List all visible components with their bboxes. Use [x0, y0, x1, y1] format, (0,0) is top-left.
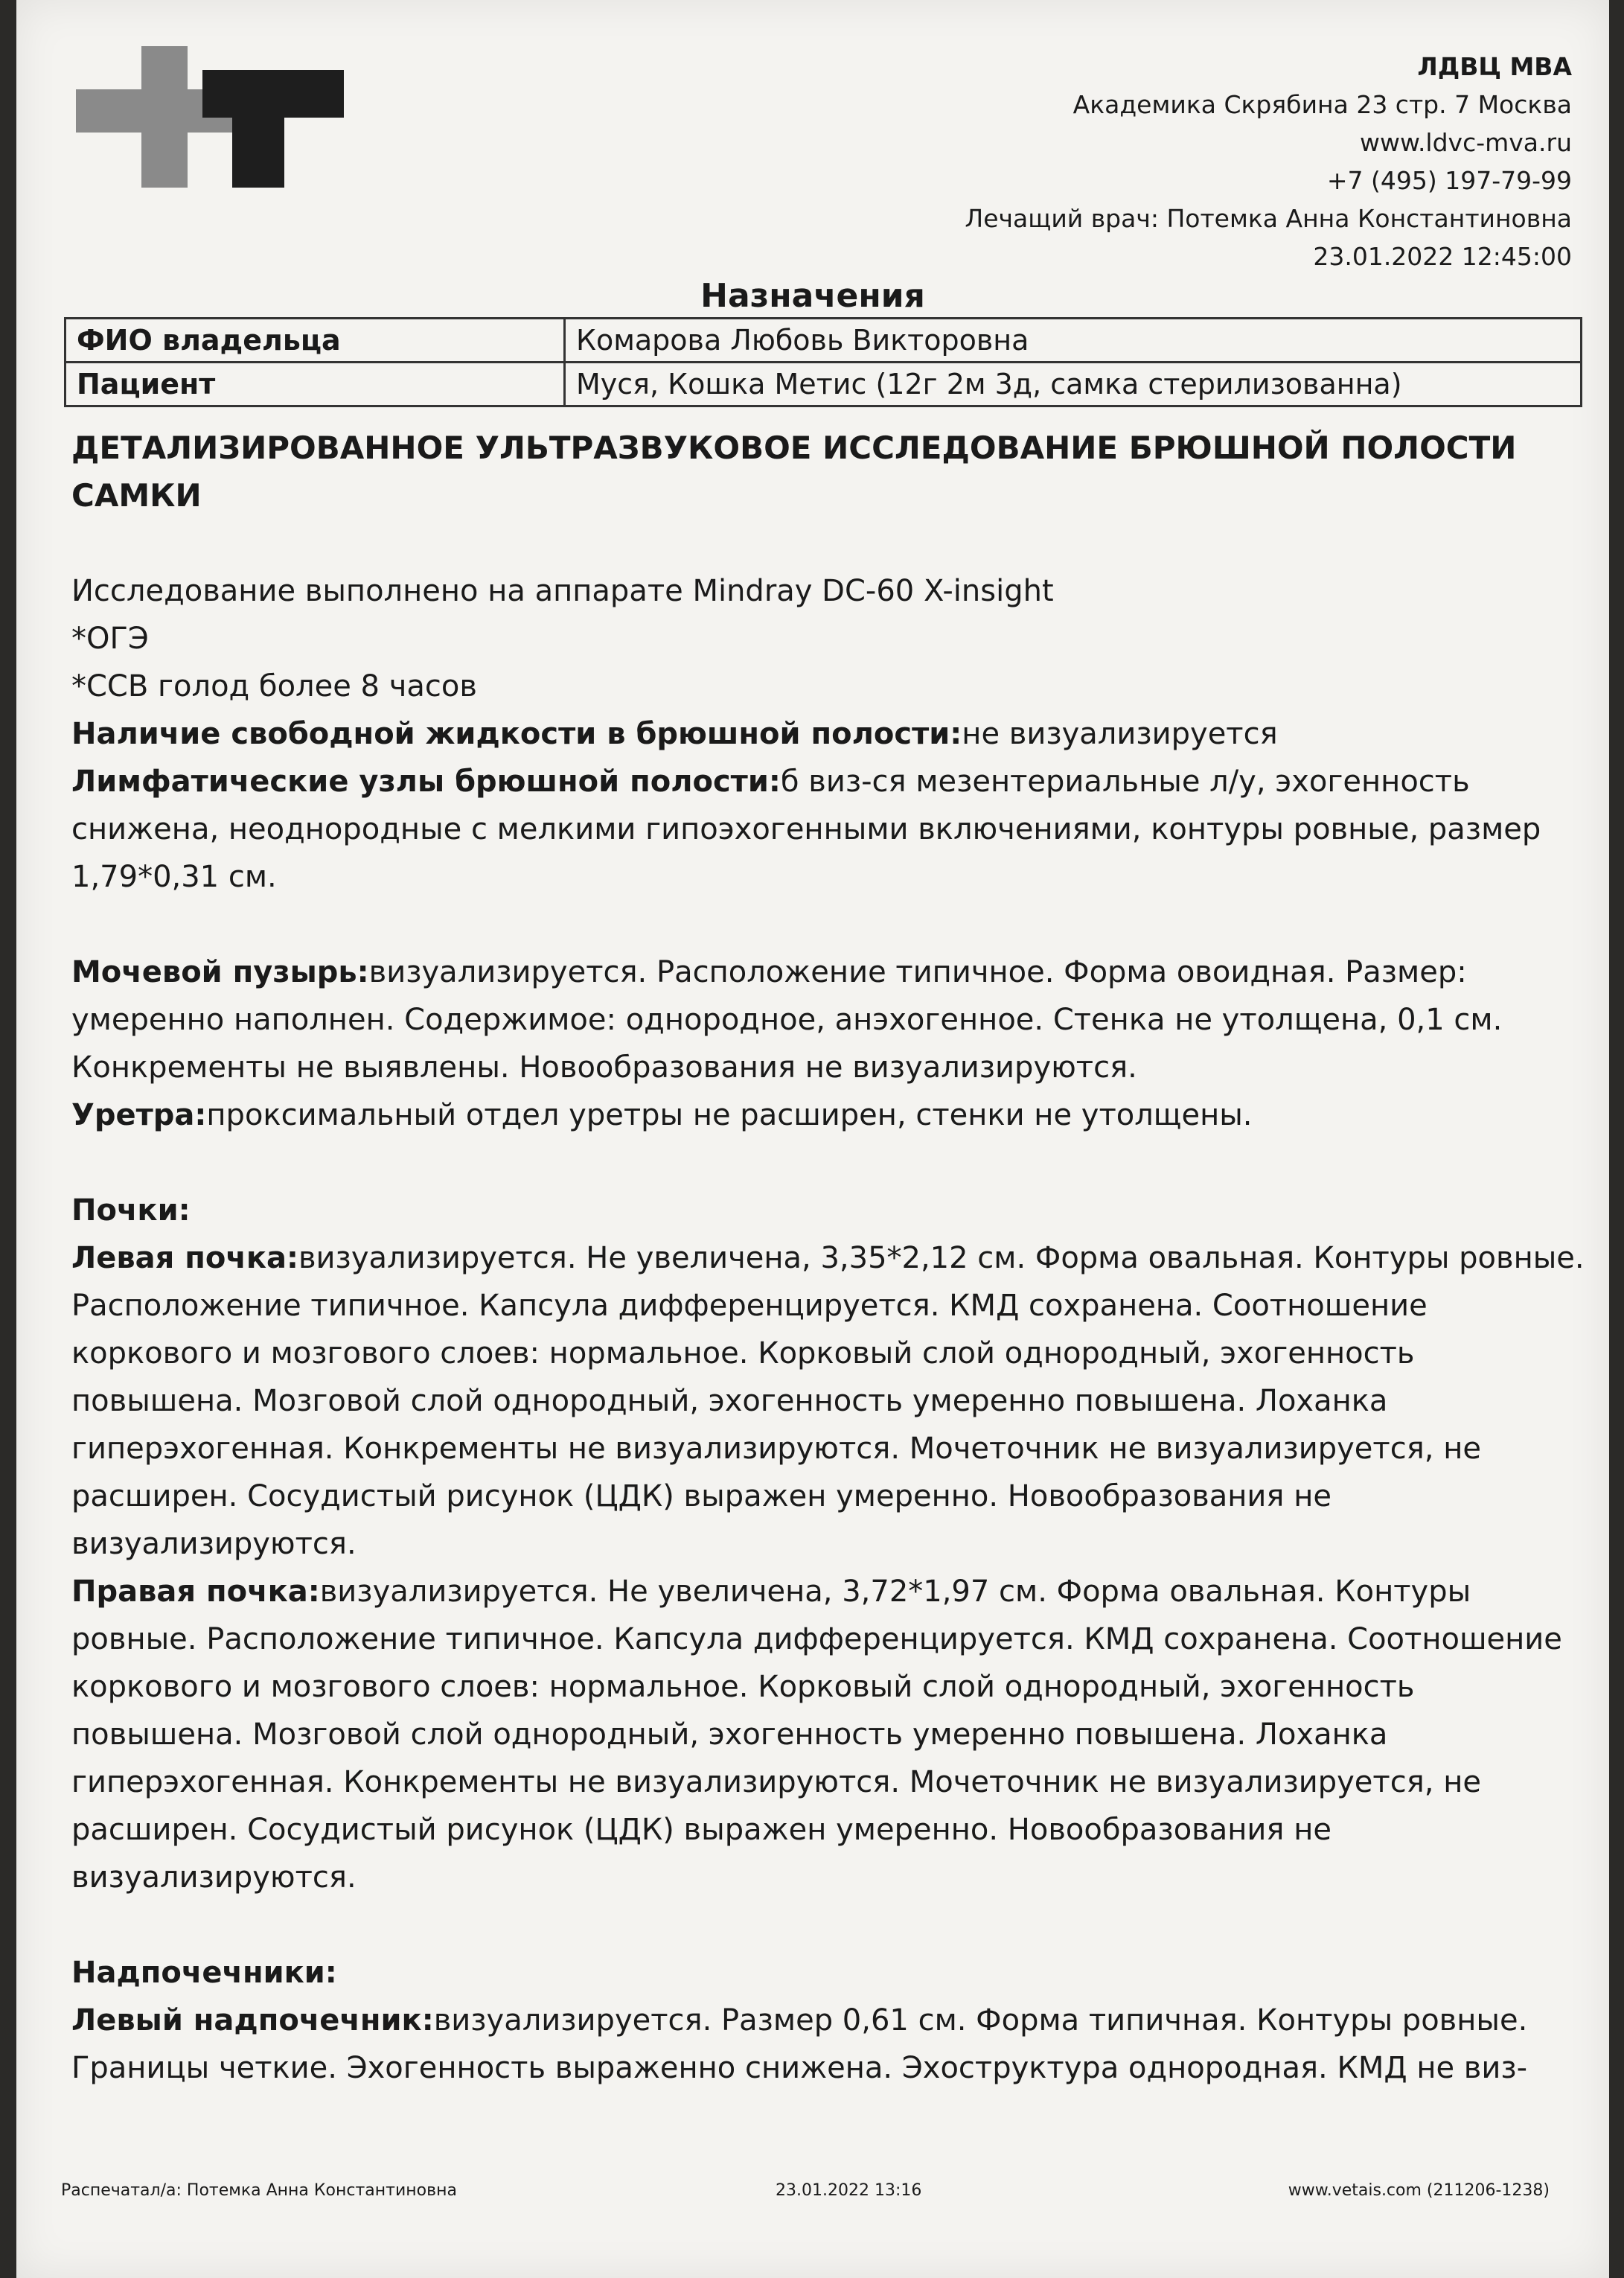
finding-text: визуализируется. Размер 0,61 см. Форма типичная. Контуры ровные. Границы четкие. Эхогенность выраженно снижена. Эхоструктура однородная. КМД не виз- — [71, 2003, 1528, 2085]
page-title: Назначения — [700, 277, 925, 315]
finding-label: Правая почка: — [71, 1574, 320, 1609]
clinic-name: ЛДВЦ МВА — [1417, 52, 1572, 81]
table-row — [65, 319, 1582, 363]
finding-label: Наличие свободной жидкости в брюшной полости: — [71, 717, 962, 751]
clinic-address: Академика Скрябина 23 стр. 7 Москва — [1072, 90, 1572, 119]
finding-text: проксимальный отдел уретры не расширен, стенки не утолщены. — [206, 1098, 1253, 1132]
printed-by: Распечатал/а: Потемка Анна Константиновна — [61, 2181, 457, 2200]
urethra-finding — [71, 1091, 1590, 1139]
report-body — [71, 424, 1590, 2092]
lymph-nodes-finding — [71, 758, 1590, 901]
device-line: Исследование выполнено на аппарате Mindray DC-60 X-insight — [71, 574, 1054, 608]
finding-text: визуализируется. Не увеличена, 3,72*1,97 см. Форма овальная. Контуры ровные. Расположение типичное. Капсула дифференцируется. КМД сохранена. Соотношение коркового и мозгового слоев: нормальное. Корковый слой однородный, эхогенность повышена. Мозговой слой однородный, эхогенность умеренно повышена. Лоханка гиперэхогенная. Конкременты не визуализируются. Мочеточник не визуализируется, не расширен. Сосудистый рисунок (ЦДК) выражен умеренно. Новообразования не визуализируются. — [71, 1574, 1562, 1895]
finding-text: б виз-ся мезентериальные л/у, эхогенность снижена, неоднородные с мелкими гипоэхогенными включениями, контуры ровные, размер 1,79*0,31 см. — [71, 765, 1541, 894]
document-datetime: 23.01.2022 12:45:00 — [1313, 242, 1572, 271]
left-kidney-finding — [71, 1234, 1590, 1568]
left-adrenal-finding — [71, 1997, 1590, 2092]
note-line: *ОГЭ — [71, 622, 149, 656]
table-row — [65, 363, 1582, 406]
kidneys-heading: Почки: — [71, 1193, 191, 1228]
print-datetime: 23.01.2022 13:16 — [776, 2181, 922, 2200]
patient-value: Муся, Кошка Метис (12г 2м 3д, самка стерилизованна) — [565, 363, 1582, 406]
note-line: *ССВ голод более 8 часов — [71, 669, 477, 704]
owner-label: ФИО владельца — [65, 319, 565, 363]
finding-text: не визуализируется — [962, 717, 1278, 751]
finding-label: Уретра: — [71, 1098, 207, 1132]
right-kidney-finding — [71, 1568, 1590, 1901]
patient-label: Пациент — [65, 363, 565, 406]
finding-label: Левый надпочечник: — [71, 2003, 434, 2038]
bladder-finding — [71, 948, 1590, 1091]
free-fluid-finding — [71, 710, 1590, 758]
owner-value: Комарова Любовь Викторовна — [565, 319, 1582, 363]
finding-label: Левая почка: — [71, 1241, 298, 1275]
source-link: www.vetais.com (211206-1238) — [1288, 2181, 1550, 2200]
clinic-header — [965, 48, 1572, 275]
clinic-logo — [76, 46, 344, 188]
procedure-title: ДЕТАЛИЗИРОВАННОЕ УЛЬТРАЗВУКОВОЕ ИССЛЕДОВАНИЕ БРЮШНОЙ ПОЛОСТИ САМКИ — [71, 430, 1517, 514]
patient-info-table — [64, 317, 1582, 407]
attending-doctor: Лечащий врач: Потемка Анна Константиновна — [965, 204, 1572, 233]
adrenals-heading: Надпочечники: — [71, 1956, 337, 1990]
clinic-phone: +7 (495) 197-79-99 — [1326, 166, 1572, 195]
finding-text: визуализируется. Расположение типичное. Форма овоидная. Размер: умеренно наполнен. Содержимое: однородное, анэхогенное. Стенка не утолщена, 0,1 см. Конкременты не выявлены. Новообразования не визуализируются. — [71, 955, 1503, 1085]
finding-text: визуализируется. Не увеличена, 3,35*2,12 см. Форма овальная. Контуры ровные. Расположение типичное. Капсула дифференцируется. КМД сохранена. Соотношение коркового и мозгового слоев: нормальное. Корковый слой однородный, эхогенность повышена. Мозговой слой однородный, эхогенность умеренно повышена. Лоханка гиперэхогенная. Конкременты не визуализируются. Мочеточник не визуализируется, не расширен. Сосудистый рисунок (ЦДК) выражен умеренно. Новообразования не визуализируются. — [71, 1241, 1585, 1561]
document-page — [16, 0, 1609, 2278]
finding-label: Лимфатические узлы брюшной полости: — [71, 765, 781, 799]
finding-label: Мочевой пузырь: — [71, 955, 369, 989]
clinic-website: www.ldvc-mva.ru — [1360, 128, 1572, 157]
